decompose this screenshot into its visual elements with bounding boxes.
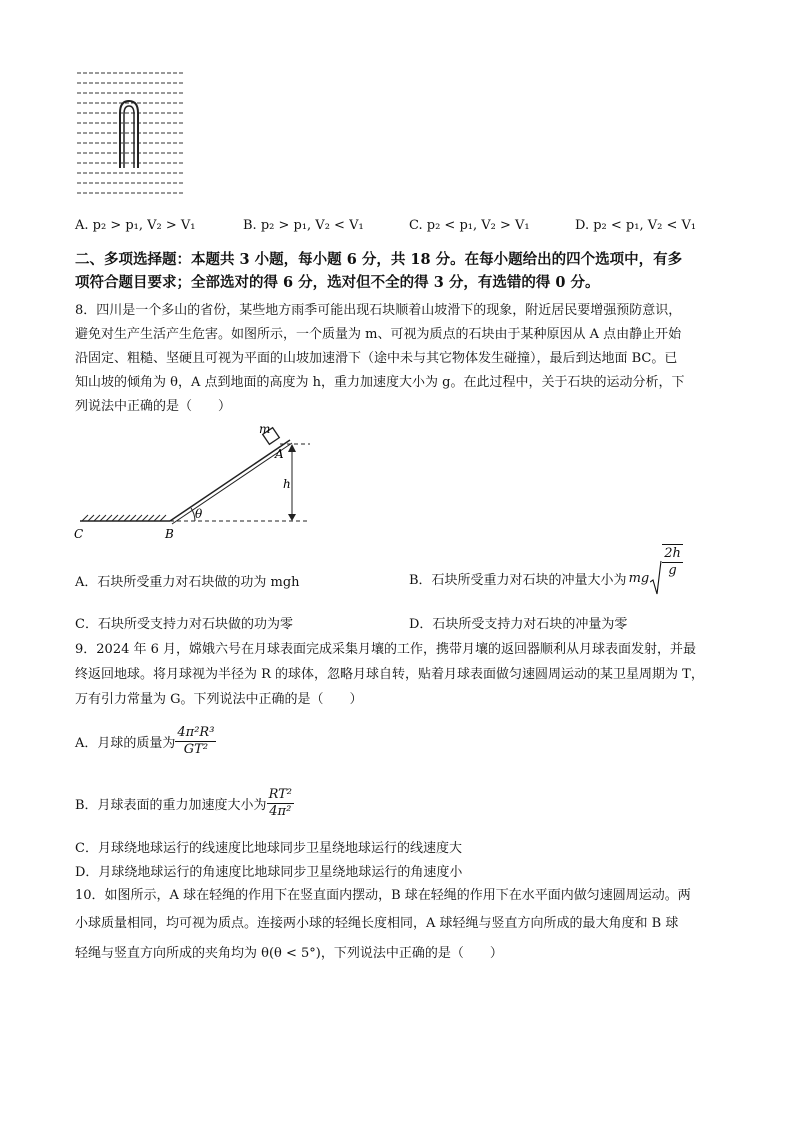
q8-option-b-fraction [662, 544, 683, 579]
q9-option-c: C．月球绕地球运行的线速度比地球同步卫星绕地球运行的线速度大 [75, 841, 462, 856]
sqrt-radical-icon [650, 560, 662, 596]
q9-stem-line1: 9．2024 年 6 月，嫦娥六号在月球表面完成采集月壤的工作，携带月壤的返回器顺利从月球表面发射，并最 [75, 642, 697, 657]
q7-tube-figure [75, 68, 190, 198]
q8-option-b [409, 545, 683, 596]
q8-option-b-sqrt [650, 545, 683, 596]
q8-label-c: C [74, 527, 84, 540]
q8-label-b: B [165, 527, 174, 540]
q8-option-b-coef: mg [628, 570, 650, 586]
q8-option-c: C．石块所受支持力对石块做的功为零 [75, 617, 293, 632]
q8-stem-line4: 知山坡的倾角为 θ，A 点到地面的高度为 h，重力加速度大小为 g。在此过程中，关于石块的运动分析，下 [75, 375, 685, 390]
q8-incline-figure [70, 420, 320, 540]
q9-stem-line3: 万有引力常量为 G。下列说法中正确的是（ ） [75, 692, 363, 707]
q8-stem-line1: 8．四川是一个多山的省份，某些地方雨季可能出现石块顺着山坡滑下的现象，附近居民要增强预防意识， [75, 303, 682, 318]
q8-option-d: D．石块所受支持力对石块的冲量为零 [409, 617, 628, 632]
q8-stem-line2: 避免对生产生活产生危害。如图所示，一个质量为 m、可视为质点的石块由于某种原因从 A 点由静止开始 [75, 327, 682, 342]
q7-option-d: D. p₂ < p₁, V₂ < V₁ [575, 218, 697, 233]
section2-heading-line1: 二、多项选择题：本题共 3 小题，每小题 6 分，共 18 分。在每小题给出的四个选项中，有多 [75, 251, 683, 268]
q7-option-c: C. p₂ < p₁, V₂ > V₁ [409, 218, 530, 233]
q9-option-a [75, 725, 216, 758]
q8-option-b-prefix: B．石块所受重力对石块的冲量大小为 [409, 572, 627, 588]
q7-option-b: B. p₂ > p₁, V₂ < V₁ [243, 218, 364, 233]
q9-option-a-fraction [175, 725, 216, 758]
q9-option-b-den: 4π² [269, 804, 292, 819]
q10-stem-line1: 10．如图所示，A 球在轻绳的作用下在竖直面内摆动，B 球在轻绳的作用下在水平面内做匀速圆周运动。两 [75, 888, 691, 903]
q8-stem-line3: 沿固定、粗糙、坚硬且可视为平面的山坡加速滑下（途中未与其它物体发生碰撞），最后到达地面 BC。已 [75, 351, 678, 366]
q9-option-a-prefix: A．月球的质量为 [75, 736, 176, 751]
q8-option-a: A．石块所受重力对石块做的功为 mgh [75, 575, 300, 590]
q9-option-b-fraction [267, 787, 294, 820]
q9-option-b-num: RT² [268, 787, 293, 802]
q9-option-b-prefix: B．月球表面的重力加速度大小为 [75, 798, 267, 813]
q9-stem-line2: 终返回地球。将月球视为半径为 R 的球体，忽略月球自转，贴着月球表面做匀速圆周运动的某卫星周期为 T， [75, 667, 704, 682]
q8-label-h: h [283, 477, 291, 491]
q8-label-theta: θ [195, 507, 203, 521]
section2-heading-line2: 项符合题目要求；全部选对的得 6 分，选对但不全的得 3 分，有选错的得 0 分。 [75, 274, 600, 291]
q8-option-b-num: 2h [664, 545, 681, 561]
q8-label-a: A [275, 447, 284, 461]
q9-option-a-den: GT² [183, 742, 209, 757]
q10-stem-line3: 轻绳与竖直方向所成的夹角均为 θ(θ < 5°)，下列说法中正确的是（ ） [75, 946, 503, 961]
q9-option-b [75, 787, 294, 820]
q7-option-a: A. p₂ > p₁, V₂ > V₁ [75, 218, 196, 233]
q9-option-d: D．月球绕地球运行的角速度比地球同步卫星绕地球运行的角速度小 [75, 865, 463, 880]
q8-option-b-den: g [668, 562, 677, 578]
q10-stem-line2: 小球质量相同，均可视为质点。连接两小球的轻绳长度相同，A 球轻绳与竖直方向所成的最大角度和 B 球 [75, 916, 679, 931]
q8-label-m: m [259, 422, 271, 436]
q8-stem-line5: 列说法中正确的是（ ） [75, 399, 232, 414]
q9-option-a-num: 4π²R³ [177, 725, 215, 740]
